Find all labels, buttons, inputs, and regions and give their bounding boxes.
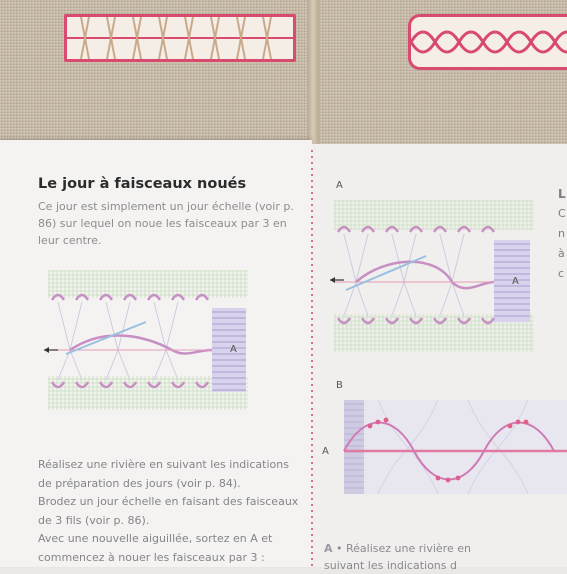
edge-line-3: à [558, 247, 565, 260]
cut-off-text [558, 184, 566, 284]
diagram-a-label: A [336, 180, 343, 191]
edge-line-4: c [558, 267, 565, 280]
right-step-line-1: • Réalisez une rivière en [336, 542, 471, 555]
dotted-divider [311, 150, 313, 567]
diagram-b-label: B [336, 380, 343, 391]
instruction-steps [38, 456, 300, 567]
step-3: Avec une nouvelle aiguillée, sortez en A et commencez à nouer les faisceaux par 3 : [38, 532, 273, 564]
book-gutter [307, 0, 319, 150]
stitch-diagram-b [318, 378, 567, 498]
edge-line-2: n [558, 227, 565, 240]
point-a-label: A [230, 344, 237, 355]
step-2: Brodez un jour échelle en faisant des faisceaux de 3 fils (voir p. 86). [38, 495, 299, 527]
right-step-text [324, 540, 471, 574]
diagram-a-point-label: A [512, 276, 519, 287]
intro-paragraph: Ce jour est simplement un jour échelle (voir p. 86) sur lequel on noue les faisceaux par 3 en leur centre. [38, 200, 294, 247]
right-step-line-2: suivant les indications d [324, 559, 457, 572]
step-1: Réalisez une rivière en suivant les indications de préparation des jours (voir p. 84). [38, 458, 289, 490]
stitch-diagram-left [36, 266, 254, 416]
embroidery-sample-right [408, 14, 567, 70]
edge-title: L [558, 187, 566, 201]
embroidery-sample-left [64, 14, 296, 62]
section-title: Le jour à faisceaux noués [38, 176, 247, 192]
step-marker: A [324, 542, 333, 555]
diagram-b-point-label: A [322, 446, 329, 457]
stitch-diagram-a [326, 196, 536, 356]
edge-line-1: C [558, 207, 566, 220]
